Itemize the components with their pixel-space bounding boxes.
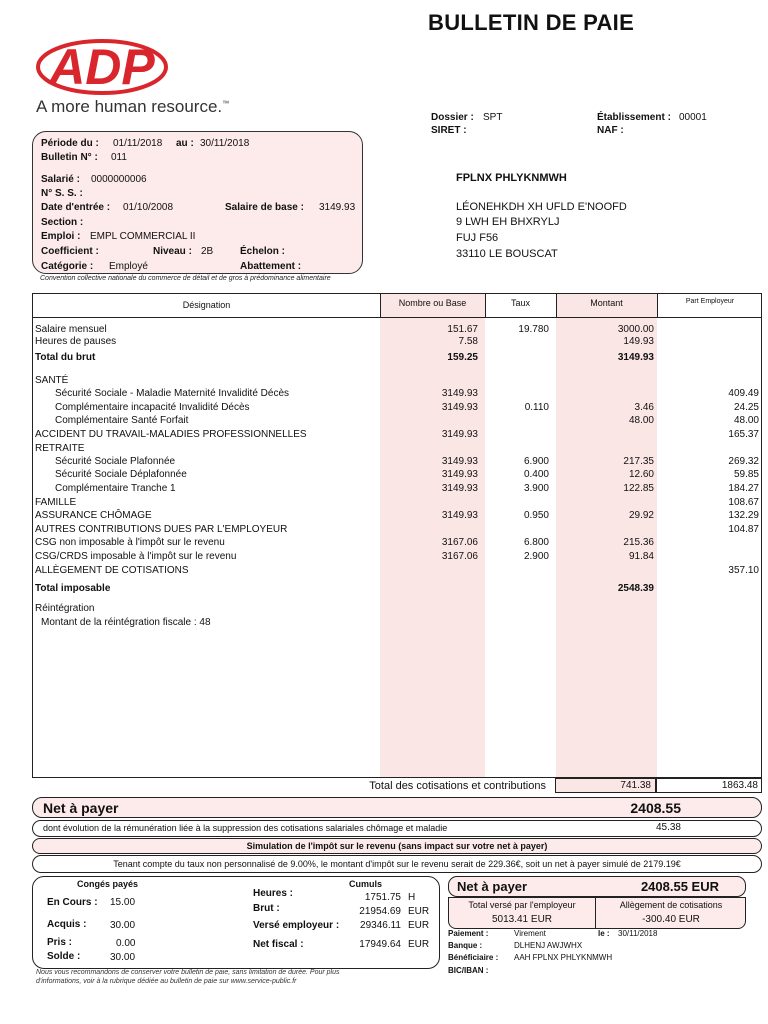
banque-value: DLHENJ AWJWHX <box>514 941 583 950</box>
row-label: Heures de pauses <box>35 336 117 347</box>
base-value: 3149.93 <box>319 202 356 213</box>
brut-unit: EUR <box>408 906 430 917</box>
siret-label: SIRET : <box>431 125 467 136</box>
evolution-value: 45.38 <box>655 822 681 833</box>
row-label: CSG non imposable à l'impôt sur le revenu <box>35 537 225 548</box>
dossier-label: Dossier : <box>431 112 474 123</box>
footnote-line-2: d'informations, voir à la rubrique dédiée au bulletin de paie sur www.service-public.fr <box>36 978 297 985</box>
row-label: ACCIDENT DU TRAVAIL-MALADIES PROFESSIONNELLES <box>35 429 307 440</box>
periode-from: 01/11/2018 <box>113 138 163 149</box>
acquis-value: 30.00 <box>110 920 136 931</box>
row-employeur: 409.49 <box>728 388 759 399</box>
address-line-3: FUJ F56 <box>456 232 499 244</box>
row-taux: 6.900 <box>523 456 549 467</box>
row-employeur: 132.29 <box>728 510 759 521</box>
row-montant: 29.92 <box>628 510 654 521</box>
verse-employeur-value: 5013.41 EUR <box>491 914 553 925</box>
verse-value: 29346.11 <box>360 920 401 931</box>
row-label: ALLÈGEMENT DE COTISATIONS <box>35 565 189 576</box>
net-summary-box <box>448 876 746 897</box>
allegement-label: Allègement de cotisations <box>619 900 723 910</box>
address-line-1: LÉONEHKDH XH UFLD E'NOOFD <box>456 201 627 213</box>
row-base: 7.58 <box>458 336 478 347</box>
row-base: 3149.93 <box>441 388 478 399</box>
categorie-label: Catégorie : <box>41 261 94 272</box>
pris-label: Pris : <box>47 937 73 948</box>
row-employeur: 357.10 <box>728 565 759 576</box>
bulletin-label: Bulletin N° : <box>41 152 98 163</box>
row-employeur: 104.87 <box>728 524 759 535</box>
etablissement-label: Établissement : <box>597 112 671 123</box>
row-montant: 3000.00 <box>617 324 654 335</box>
row-base: 151.67 <box>447 324 478 335</box>
solde-label: Solde : <box>47 951 81 962</box>
beneficiaire-value: AAH FPLNX PHLYKNMWH <box>514 953 613 962</box>
row-montant: 149.93 <box>623 336 654 347</box>
base-label: Salaire de base : <box>225 202 304 213</box>
employer-total-box <box>448 897 746 929</box>
net-summary-label: Net à payer <box>457 879 528 894</box>
row-montant: 91.84 <box>628 551 654 562</box>
row-employeur: 165.37 <box>728 429 759 440</box>
evolution-text: dont évolution de la rémunération liée à la suppression des cotisations salariales chômage et maladie <box>43 823 448 833</box>
row-label: Réintégration <box>35 603 95 614</box>
paiement-value: Virement <box>514 929 546 938</box>
solde-value: 30.00 <box>110 952 136 963</box>
row-label: ASSURANCE CHÔMAGE <box>35 510 152 521</box>
encours-value: 15.00 <box>110 897 136 908</box>
cumuls-title: Cumuls <box>349 879 383 889</box>
row-montant: 215.36 <box>623 537 654 548</box>
bic-iban-label: BIC/IBAN : <box>448 966 489 975</box>
fiscal-label: Net fiscal : <box>253 939 304 950</box>
etablissement-value: 00001 <box>679 112 707 123</box>
row-label: AUTRES CONTRIBUTIONS DUES PAR L'EMPLOYEUR <box>35 524 288 535</box>
total-montant: 741.38 <box>620 780 651 791</box>
paiement-label: Paiement : <box>448 929 489 938</box>
conges-cumuls-box <box>32 876 440 969</box>
row-label: Total imposable <box>35 583 111 594</box>
row-taux: 0.400 <box>523 469 549 480</box>
row-base: 159.25 <box>447 352 478 363</box>
row-taux: 0.950 <box>523 510 549 521</box>
fiscal-value: 17949.64 <box>359 939 401 950</box>
tax-simulation-text: Tenant compte du taux non personnalisé de 9.00%, le montant d'impôt sur le revenu serait de 229.36€, soit un net à payer simulé de 2179.19€ <box>113 859 681 869</box>
total-employeur: 1863.48 <box>721 780 758 791</box>
header-taux: Taux <box>510 298 530 308</box>
row-label: SANTÉ <box>35 375 69 386</box>
row-montant: 122.85 <box>623 483 654 494</box>
row-label: Salaire mensuel <box>35 324 107 335</box>
row-employeur: 24.25 <box>733 402 759 413</box>
header-montant: Montant <box>590 298 623 308</box>
period-box <box>32 131 363 274</box>
tax-simulation-box <box>32 855 762 873</box>
emploi-value: EMPL COMMERCIAL II <box>90 231 196 242</box>
nss-label: N° S. S. : <box>41 188 83 199</box>
row-label: RETRAITE <box>35 443 85 454</box>
heures-label: Heures : <box>253 888 294 899</box>
row-base: 3149.93 <box>441 402 478 413</box>
payslip-table <box>32 293 762 778</box>
row-base: 3149.93 <box>441 429 478 440</box>
row-base: 3149.93 <box>441 510 478 521</box>
periode-label: Période du : <box>41 138 99 149</box>
verse-employeur-label: Total versé par l'employeur <box>468 900 576 910</box>
row-employeur: 108.67 <box>728 497 759 508</box>
section-label: Section : <box>41 217 84 228</box>
row-taux: 6.800 <box>523 537 549 548</box>
dossier-value: SPT <box>483 112 503 123</box>
row-taux: 2.900 <box>523 551 549 562</box>
header-base: Nombre ou Base <box>398 298 467 308</box>
convention-text: Convention collective nationale du commerce de détail et de gros à prédominance alimentaire <box>40 275 331 282</box>
brut-label: Brut : <box>253 903 280 914</box>
row-label: CSG/CRDS imposable à l'impôt sur le revenu <box>35 551 237 562</box>
au-label: au : <box>176 138 194 149</box>
row-label: Sécurité Sociale Plafonnée <box>55 456 176 467</box>
categorie-value: Employé <box>109 261 148 272</box>
row-montant: 3149.93 <box>617 352 654 363</box>
entree-value: 01/10/2008 <box>123 202 174 213</box>
row-base: 3149.93 <box>441 469 478 480</box>
allegement-value: -300.40 EUR <box>642 914 700 925</box>
address-line-2: 9 LWH EH BHXRYLJ <box>456 216 560 228</box>
total-label: Total des cotisations et contributions <box>369 780 546 792</box>
row-label: Complémentaire incapacité Invalidité Décès <box>55 402 250 413</box>
row-label: Sécurité Sociale - Maladie Maternité Invalidité Décès <box>55 388 289 399</box>
beneficiaire-label: Bénéficiaire : <box>448 953 499 962</box>
row-base: 3167.06 <box>441 551 478 562</box>
row-label: Montant de la réintégration fiscale : 48 <box>41 617 211 628</box>
row-label: Complémentaire Tranche 1 <box>55 483 176 494</box>
logo-text: ADP <box>49 39 155 95</box>
conges-title: Congés payés <box>77 879 139 889</box>
adp-logo <box>36 38 168 96</box>
encours-label: En Cours : <box>47 897 98 908</box>
bulletin-value: 011 <box>111 152 127 163</box>
naf-label: NAF : <box>597 125 624 136</box>
row-label: Complémentaire Santé Forfait <box>55 415 189 426</box>
row-montant: 2548.39 <box>617 583 654 594</box>
le-value: 30/11/2018 <box>618 929 658 938</box>
brut-value: 21954.69 <box>359 906 401 917</box>
simulation-title: Simulation de l'impôt sur le revenu (sans impact sur votre net à payer) <box>246 841 548 851</box>
niveau-value: 2B <box>201 246 214 257</box>
row-base: 3167.06 <box>441 537 478 548</box>
emploi-label: Emploi : <box>41 231 81 242</box>
banque-label: Banque : <box>448 941 483 950</box>
net-label: Net à payer <box>43 800 119 816</box>
row-employeur: 59.85 <box>733 469 759 480</box>
row-employeur: 48.00 <box>733 415 759 426</box>
net-payer-box <box>32 797 762 818</box>
row-taux: 3.900 <box>523 483 549 494</box>
row-taux: 0.110 <box>524 402 549 413</box>
acquis-label: Acquis : <box>47 919 87 930</box>
echelon-label: Échelon : <box>240 246 286 257</box>
heures-unit: H <box>408 892 416 903</box>
tagline: A more human resource.™ <box>36 97 230 116</box>
row-montant: 48.00 <box>628 415 654 426</box>
salarie-label: Salarié : <box>41 174 80 185</box>
header-employeur: Part Employeur <box>685 298 735 305</box>
page-title: BULLETIN DE PAIE <box>428 10 635 35</box>
periode-to: 30/11/2018 <box>200 138 250 149</box>
totals-row <box>32 778 762 795</box>
row-base: 3149.93 <box>441 483 478 494</box>
header-designation: Désignation <box>182 300 231 310</box>
row-montant: 3.46 <box>634 402 654 413</box>
abattement-label: Abattement : <box>240 261 302 272</box>
row-employeur: 269.32 <box>728 456 759 467</box>
footnote <box>36 968 340 986</box>
niveau-label: Niveau : <box>153 246 192 257</box>
pris-value: 0.00 <box>116 938 136 949</box>
row-base: 3149.93 <box>441 456 478 467</box>
heures-value: 1751.75 <box>364 892 401 903</box>
coefficient-label: Coefficient : <box>41 246 99 257</box>
simulation-box <box>32 838 762 854</box>
net-summary-value: 2408.55 EUR <box>640 879 719 894</box>
row-label: Sécurité Sociale Déplafonnée <box>55 469 187 480</box>
le-label: le : <box>598 929 610 938</box>
fiscal-unit: EUR <box>408 939 430 950</box>
employer-company: FPLNX PHLYKNMWH <box>456 172 567 184</box>
row-label: FAMILLE <box>35 497 77 508</box>
row-montant: 12.60 <box>628 469 654 480</box>
footnote-line-1: Nous vous recommandons de conserver votre bulletin de paie, sans limitation de durée. Pour plus <box>36 969 340 976</box>
row-taux: 19.780 <box>518 324 549 335</box>
address-line-4: 33110 LE BOUSCAT <box>456 248 558 260</box>
row-employeur: 184.27 <box>728 483 759 494</box>
entree-label: Date d'entrée : <box>41 202 111 213</box>
evolution-box <box>32 820 762 837</box>
row-montant: 217.35 <box>623 456 654 467</box>
net-value: 2408.55 <box>630 800 681 816</box>
salarie-value: 0000000006 <box>91 174 147 185</box>
row-label: Total du brut <box>35 352 96 363</box>
verse-label: Versé employeur : <box>253 920 340 931</box>
verse-unit: EUR <box>408 920 430 931</box>
